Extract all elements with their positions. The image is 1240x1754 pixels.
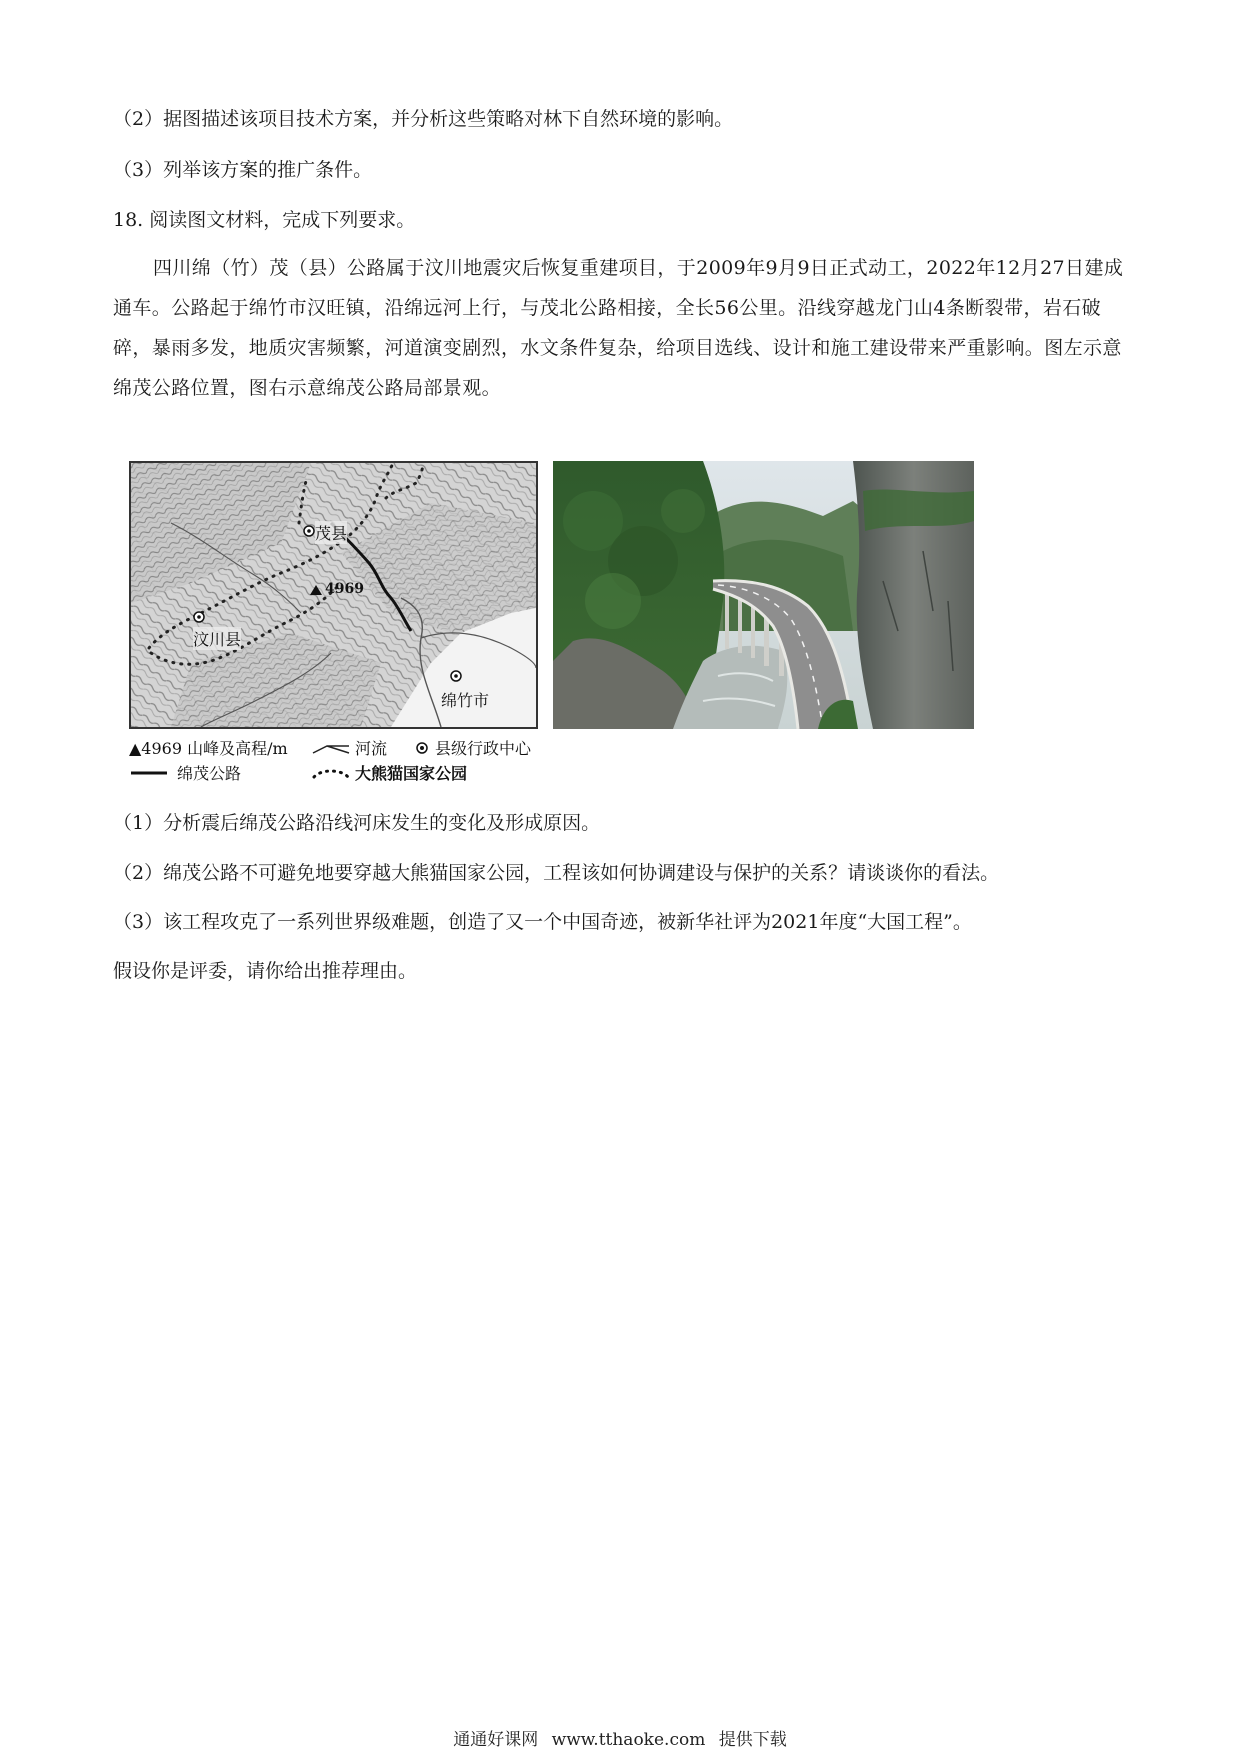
label-mianzhu: 绵竹市 [441,691,490,710]
question-17-3: （3）列举该方案的推广条件。 [113,159,373,181]
question-18-2: （2）绵茂公路不可避免地要穿越大熊猫国家公园，工程该如何协调建设与保护的关系？请谈谈你的看法。 [113,862,1000,884]
question-18-material: 四川绵（竹）茂（县）公路属于汶川地震灾后恢复重建项目，于2009年9月9日正式动工，2022年12月27日建成通车。公路起于绵竹市汉旺镇，沿绵远河上行，与茂北公路相接，全长56公里。沿线穿越龙门山4条断裂带，岩石破碎，暴雨多发，地质灾害频繁，河道演变剧烈，水文条件复杂，给项目选线、设计和施工建设带来严重影响。图左示意绵茂公路位置，图右示意绵茂公路局部景观。 [113,257,1124,399]
river-legend-icon [311,741,351,755]
label-maoxian: 茂县 [315,521,347,544]
footer-url[interactable]: www.tthaoke.com [551,1730,706,1750]
label-wenchuan: 汶川县 [193,627,241,650]
legend-peak: ▲4969 山峰及高程/m [129,739,288,758]
panda-park-legend-icon [311,765,351,781]
bridge-gorge-photo-graphic [553,461,974,729]
question-18-1: （1）分析震后绵茂公路沿线河床发生的变化及形成原因。 [113,812,601,834]
legend-county-center [415,736,531,759]
label-peak-elevation: 4969 [325,581,364,597]
legend-road [129,761,241,784]
legend-county-center-label: 县级行政中心 [435,739,532,758]
footer-site-name: 通通好课网 [453,1730,539,1750]
legend-panda-park-label: 大熊猫国家公园 [355,764,468,783]
county-center-icon [415,741,429,755]
location-map [129,461,538,729]
footer-suffix: 提供下载 [718,1730,787,1750]
question-18-heading: 18. 阅读图文材料，完成下列要求。 [113,209,416,231]
legend-panda-park [311,761,467,784]
road-landscape-photo [553,461,974,729]
question-17-2: （2）据图描述该项目技术方案，并分析这些策略对林下自然环境的影响。 [113,108,734,130]
road-legend-icon [129,768,169,778]
legend-road-label: 绵茂公路 [177,764,242,783]
page-footer [0,1725,1240,1750]
legend-river [311,736,387,759]
legend-river-label: 河流 [355,739,388,758]
question-18-3-continued: 假设你是评委，请你给出推荐理由。 [113,960,418,982]
figure [129,461,974,781]
question-18-3: （3）该工程攻克了一系列世界级难题，创造了又一个中国奇迹，被新华社评为2021年度“大国工程”。 [113,911,972,933]
